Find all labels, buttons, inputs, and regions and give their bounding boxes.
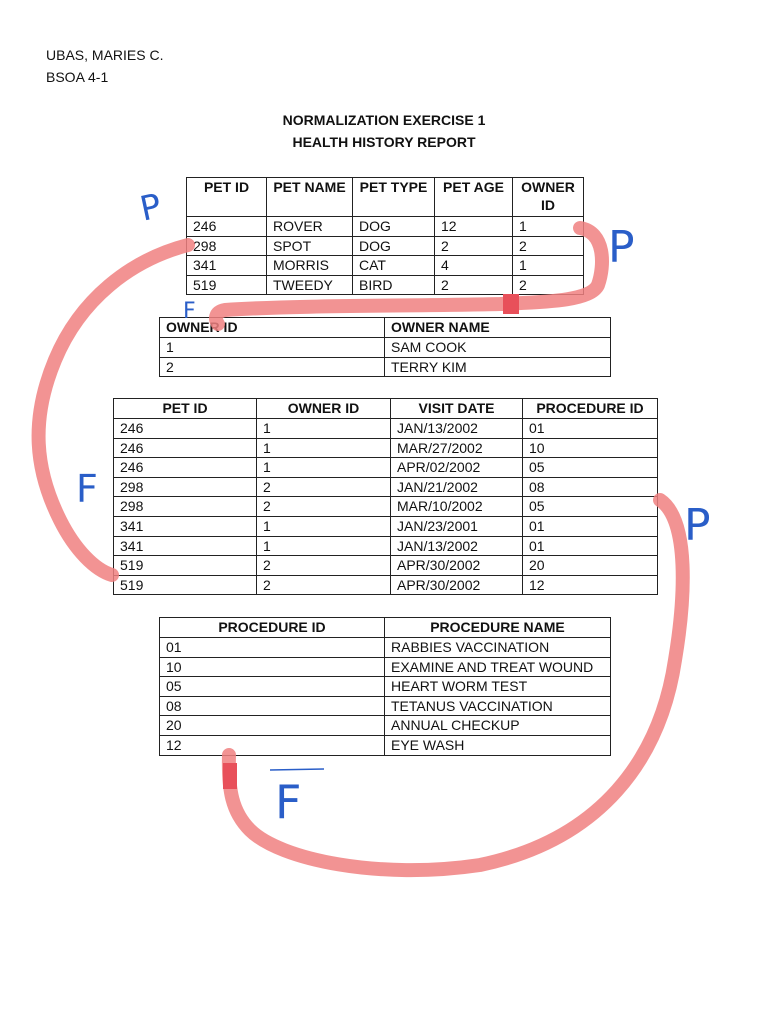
column-header: PET ID <box>114 399 257 419</box>
table-cell: JAN/13/2002 <box>391 419 523 439</box>
table-cell: 2 <box>257 497 391 517</box>
table-cell: ROVER <box>267 217 353 237</box>
section-code: BSOA 4-1 <box>46 69 109 85</box>
table-cell: 08 <box>160 696 385 716</box>
table-cell: MAR/27/2002 <box>391 438 523 458</box>
column-header: PET AGE <box>435 178 513 217</box>
column-header: OWNER ID <box>160 318 385 338</box>
table-cell: 01 <box>523 516 658 536</box>
column-header: PROCEDURE ID <box>523 399 658 419</box>
table-row <box>160 696 611 716</box>
foreign-key-mark: F <box>275 775 302 829</box>
table-cell: 05 <box>523 497 658 517</box>
table-cell: 1 <box>513 217 584 237</box>
table-cell: BIRD <box>353 275 435 295</box>
foreign-key-mark: F <box>183 299 196 324</box>
table-cell: 08 <box>523 477 658 497</box>
column-header: PET TYPE <box>353 178 435 217</box>
table-cell: 1 <box>160 338 385 358</box>
table-cell: RABBIES VACCINATION <box>385 638 611 658</box>
table-cell: 2 <box>513 236 584 256</box>
table-cell: APR/30/2002 <box>391 575 523 595</box>
table-cell: 1 <box>257 516 391 536</box>
primary-key-mark: P <box>684 500 711 551</box>
table-row <box>160 657 611 677</box>
table-cell: 12 <box>435 217 513 237</box>
table-row <box>160 338 611 358</box>
table-cell: JAN/23/2001 <box>391 516 523 536</box>
table-cell: 341 <box>114 536 257 556</box>
table-row <box>114 536 658 556</box>
table-row <box>187 275 584 295</box>
table-cell: 12 <box>160 735 385 755</box>
table-cell: ANNUAL CHECKUP <box>385 716 611 736</box>
table-row <box>114 458 658 478</box>
table-cell: MAR/10/2002 <box>391 497 523 517</box>
table-cell: EXAMINE AND TREAT WOUND <box>385 657 611 677</box>
visits-table <box>113 398 658 595</box>
column-header: OWNER NAME <box>385 318 611 338</box>
table-cell: 05 <box>160 677 385 697</box>
procedures-table <box>159 617 611 756</box>
table-cell: 246 <box>187 217 267 237</box>
highlight-marker <box>223 763 237 789</box>
column-header: PROCEDURE ID <box>160 618 385 638</box>
highlight-marker <box>503 294 519 314</box>
document-subtitle: HEALTH HISTORY REPORT <box>292 134 476 150</box>
table-cell: TERRY KIM <box>385 357 611 377</box>
table-cell: 01 <box>160 638 385 658</box>
table-cell: 1 <box>257 458 391 478</box>
table-cell: JAN/21/2002 <box>391 477 523 497</box>
table-cell: 298 <box>114 497 257 517</box>
table-row <box>160 716 611 736</box>
foreign-key-mark: F <box>76 467 98 511</box>
table-header-row <box>160 318 611 338</box>
table-row <box>160 638 611 658</box>
table-cell: 2 <box>160 357 385 377</box>
table-cell: 341 <box>114 516 257 536</box>
table-cell: 20 <box>523 556 658 576</box>
table-header-row <box>114 399 658 419</box>
table-cell: JAN/13/2002 <box>391 536 523 556</box>
table-cell: 2 <box>513 275 584 295</box>
table-row <box>114 438 658 458</box>
table-cell: 341 <box>187 256 267 276</box>
table-header-row <box>160 618 611 638</box>
table-cell: APR/30/2002 <box>391 556 523 576</box>
table-cell: 298 <box>114 477 257 497</box>
column-header: OWNER ID <box>257 399 391 419</box>
table-cell: SAM COOK <box>385 338 611 358</box>
table-cell: APR/02/2002 <box>391 458 523 478</box>
table-cell: 10 <box>160 657 385 677</box>
table-row <box>187 236 584 256</box>
table-cell: 10 <box>523 438 658 458</box>
table-cell: 01 <box>523 536 658 556</box>
document-title: NORMALIZATION EXERCISE 1 <box>282 112 486 128</box>
table-cell: 01 <box>523 419 658 439</box>
table-cell: 246 <box>114 419 257 439</box>
table-cell: 1 <box>257 419 391 439</box>
table-row <box>160 735 611 755</box>
table-row <box>114 516 658 536</box>
table-row <box>114 556 658 576</box>
primary-key-mark: P <box>608 222 635 273</box>
table-cell: DOG <box>353 217 435 237</box>
table-cell: 2 <box>257 556 391 576</box>
table-row <box>114 419 658 439</box>
table-cell: 246 <box>114 458 257 478</box>
table-cell: 246 <box>114 438 257 458</box>
table-row <box>160 677 611 697</box>
student-name: UBAS, MARIES C. <box>46 47 164 63</box>
table-row <box>187 217 584 237</box>
table-cell: HEART WORM TEST <box>385 677 611 697</box>
pets-table <box>186 177 584 295</box>
table-cell: 1 <box>257 536 391 556</box>
column-header: OWNER ID <box>513 178 584 217</box>
table-cell: DOG <box>353 236 435 256</box>
owners-table <box>159 317 611 377</box>
table-cell: 519 <box>114 556 257 576</box>
table-cell: 12 <box>523 575 658 595</box>
table-cell: TWEEDY <box>267 275 353 295</box>
primary-key-mark: P <box>136 186 165 230</box>
table-cell: CAT <box>353 256 435 276</box>
table-row <box>114 575 658 595</box>
table-row <box>160 357 611 377</box>
column-header: VISIT DATE <box>391 399 523 419</box>
table-row <box>114 497 658 517</box>
table-cell: EYE WASH <box>385 735 611 755</box>
table-row <box>114 477 658 497</box>
table-header-row <box>187 178 584 217</box>
underline-mark <box>270 769 324 770</box>
table-cell: SPOT <box>267 236 353 256</box>
table-cell: 20 <box>160 716 385 736</box>
table-cell: 519 <box>187 275 267 295</box>
table-cell: 4 <box>435 256 513 276</box>
table-row <box>187 256 584 276</box>
table-cell: MORRIS <box>267 256 353 276</box>
table-cell: 298 <box>187 236 267 256</box>
table-cell: 519 <box>114 575 257 595</box>
table-cell: 2 <box>435 236 513 256</box>
table-cell: 1 <box>257 438 391 458</box>
table-cell: 05 <box>523 458 658 478</box>
column-header: PET ID <box>187 178 267 217</box>
table-cell: 1 <box>513 256 584 276</box>
table-cell: 2 <box>257 575 391 595</box>
table-cell: 2 <box>257 477 391 497</box>
column-header: PET NAME <box>267 178 353 217</box>
table-cell: 2 <box>435 275 513 295</box>
table-cell: TETANUS VACCINATION <box>385 696 611 716</box>
column-header: PROCEDURE NAME <box>385 618 611 638</box>
